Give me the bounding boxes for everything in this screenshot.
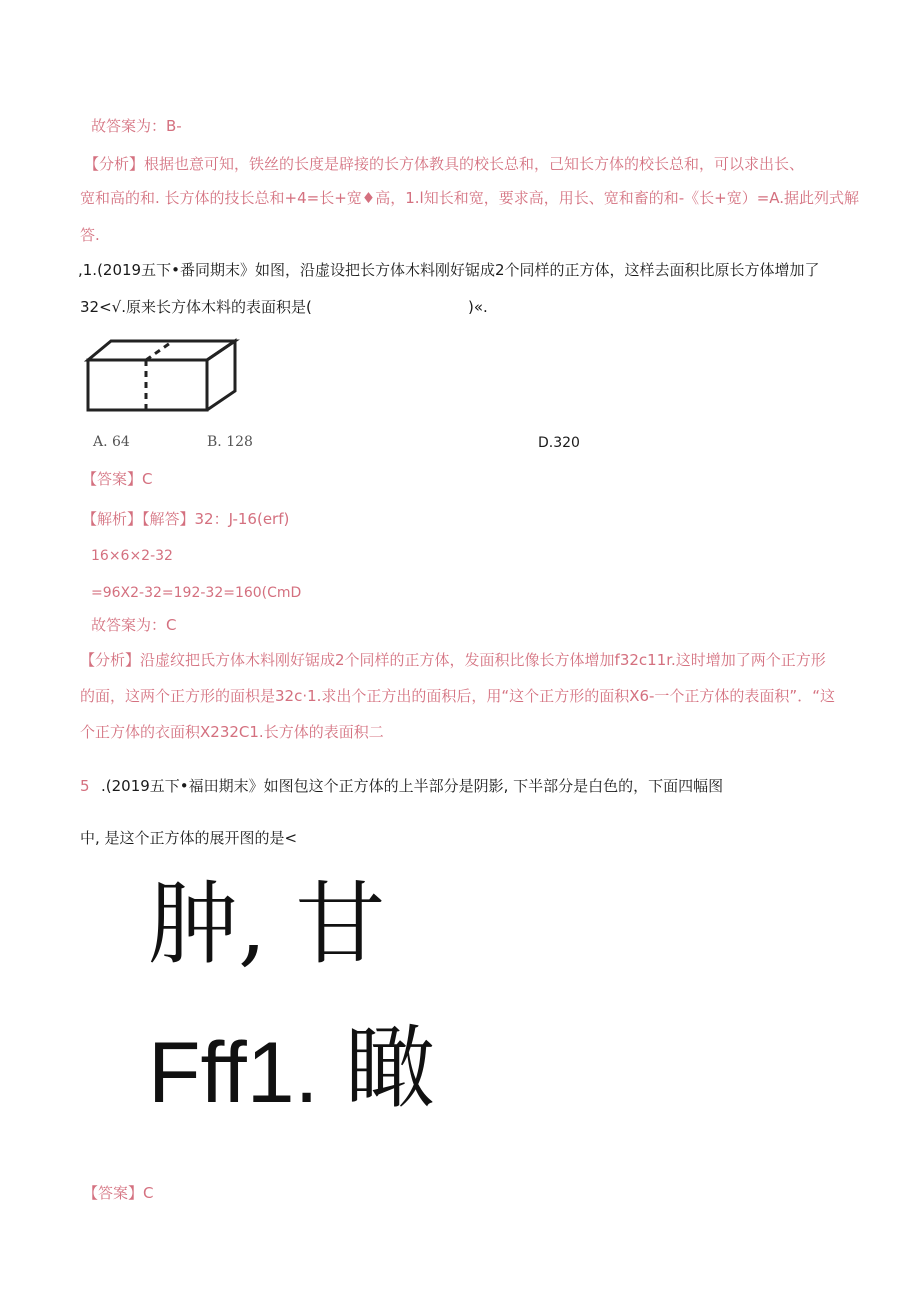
question-stem-line-2a: 32<√.原来长方体木料的表面积是( — [80, 298, 312, 316]
analysis-line-3-q4: 答. — [80, 226, 100, 244]
analysis-line-2-q4: 宽和高的和. 长方体的技长总和+4=长+宽♦高，1.l知长和宽，要求高，用长、宽和畜的和-《长+宽）=A.据此列式解 — [80, 189, 860, 207]
analysis-line-1-q4: 【分析】根据也意可知，铁丝的长度是辟接的长方体教具的校长总和，己知长方体的校长总和，可以求出长、 — [84, 155, 805, 173]
answer-label: 【答案】C — [82, 470, 153, 488]
option-d: D.320 — [538, 435, 580, 451]
cut-line-top — [146, 341, 173, 360]
cuboid-figure — [84, 338, 240, 416]
analysis-line-3: 个正方体的衣面积X232C1.长方体的表面积二 — [80, 723, 384, 741]
question-stem-line-1: ,1.(2019五下•番同期末》如图，沿虚设把长方体木料刚好锯成2个同样的正方体，这样去面积比原长方体增加了 — [78, 261, 820, 279]
option-b: B. 128 — [207, 434, 253, 450]
calculation-line-2: =96X2-32=192-32=160(CmD — [91, 585, 302, 601]
question-5-stem-line-2: 中, 是这个正方体的展开图的是< — [80, 829, 298, 847]
answer-conclusion-q4: 故答案为：B- — [91, 117, 182, 135]
option-a: A. 64 — [93, 434, 130, 450]
question-number-5: 5 — [80, 777, 90, 795]
cuboid-right-face — [207, 341, 235, 410]
figure-options-row-2a: Fff1. — [148, 1025, 319, 1121]
solution-head: 【解析】【解答】32：J-16(erf) — [82, 510, 290, 528]
question-5-stem-line-1: .(2019五下•福田期末》如图包这个正方体的上半部分是阴影, 下半部分是白色的，下面四幅图 — [101, 777, 724, 795]
analysis-line-1: 【分析】沿虚纹把氏方体木料刚好锯成2个同样的正方体，发面积比像长方体增加f32c11r.这时增加了两个正方形 — [80, 651, 826, 669]
figure-options-row-2b: 瞰 — [345, 1016, 435, 1121]
figure-options-row-1: 肿, 甘 — [148, 872, 386, 977]
question-stem-line-2b: )«. — [468, 298, 488, 316]
answer-conclusion: 故答案为：C — [91, 616, 177, 634]
calculation-line-1: 16×6×2-32 — [91, 548, 173, 564]
question-5-answer: 【答案】C — [83, 1184, 154, 1202]
analysis-line-2: 的面，这两个正方形的面枳是32c·1.求出个正方出的面积后，用“这个正方形的面积X6-一个正方体的表面积”．“这 — [80, 687, 835, 705]
